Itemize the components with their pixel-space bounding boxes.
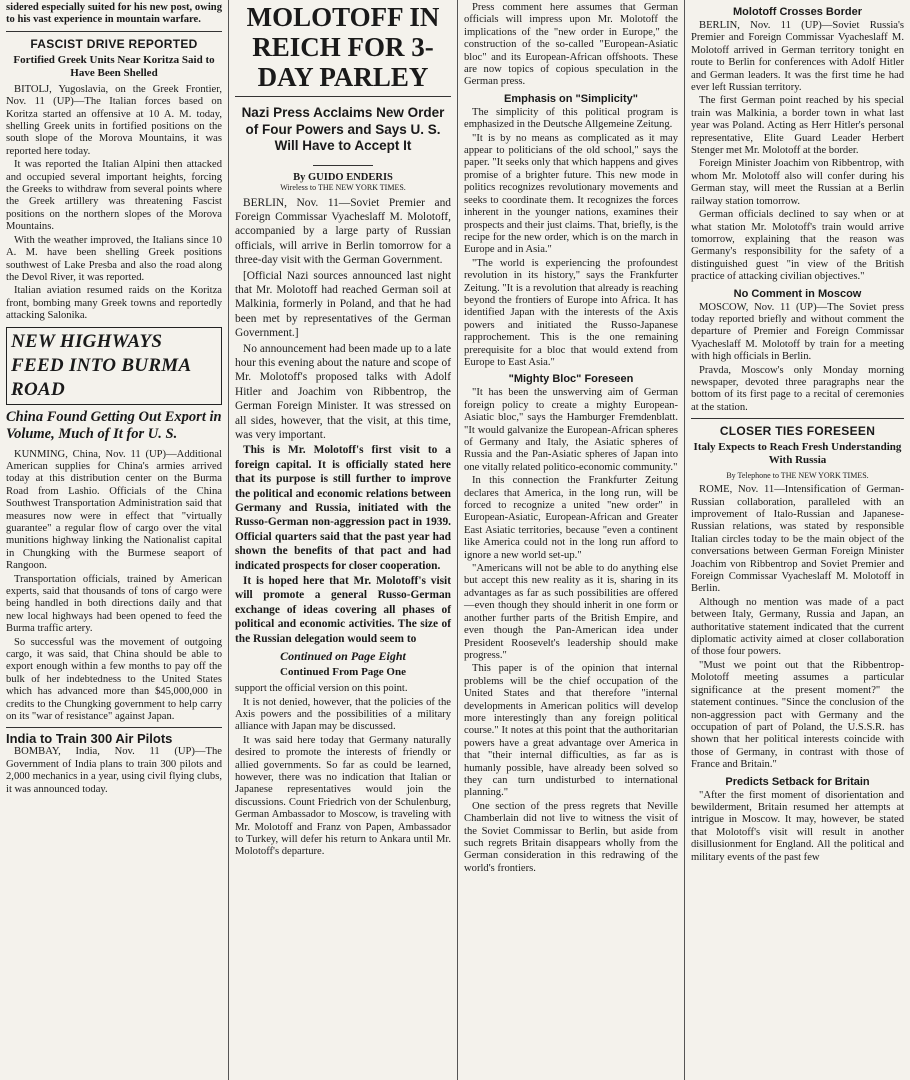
article-paragraph: Italian aviation resumed raids on the Koritza front, bombing many Greek towns and reportedly attacking Salonika. (6, 285, 222, 322)
india-headline: India to Train 300 Air Pilots (6, 731, 173, 747)
article-paragraph: This is Mr. Molotoff's first visit to a foreign capital. It is officially stated here that its purpose is still further to improve the political and economic relations between Germany and Russia, initiated with the Russo-German non-aggression pact in 1939. Official quarters said that the past year had shown the benefits of that pact and had indicated prospects for closer cooperation. (235, 444, 451, 572)
deck-headline: Nazi Press Acclaims New Order of Four Powers and Says U. S. Will Have to Accept It (241, 105, 445, 153)
moscow-subhead: No Comment in Moscow (733, 287, 862, 300)
burma-headline-box (6, 327, 222, 405)
banner-headline: MOLOTOFF IN REICH FOR 3-DAY PARLEY (246, 2, 440, 92)
closer-subhead: Italy Expects to Reach Fresh Understanding With Russia (693, 441, 902, 467)
article-paragraph: Foreign Minister Joachim von Ribbentrop, with whom Mr. Molotoff also will confer during his German stay, will meet the Russian at a Berlin railway station tomorrow. (691, 158, 904, 207)
closer-headline: CLOSER TIES FORESEEN (719, 424, 876, 439)
divider (691, 418, 904, 419)
article-paragraph: It was said here today that Germany naturally desired to promote the interests of friendly or allied governments. So far as could be learned, however, there was no indication that Italian or Japanese representatives would join the discussions. Count Friedrich von der Schulenburg, German Ambassador to Moscow, is traveling with Mr. Molotoff and Franz von Papen, Ambassador to Turkey, will defer his return to Ankara until Mr. Molotoff's departure. (235, 734, 451, 858)
article-paragraph: One section of the press regrets that Neville Chamberlain did not live to witness the visit of the Soviet Commissar to Berlin, but aside from such regrets Britain disappears wholly from the German consideration in this redrawing of the world's frontiers. (464, 800, 678, 874)
bracket-paragraph: [Official Nazi sources announced last night that Mr. Molotoff had reached German soil at Malkinia, formerly in Poland, and that he had been met by representatives of the German Government.] (235, 269, 451, 340)
short-rule (313, 165, 373, 166)
crosses-subhead: Molotoff Crosses Border (733, 6, 862, 18)
article-paragraph: MOSCOW, Nov. 11 (UP)—The Soviet press today reported briefly and without comment the departure of Premier and Foreign Commissar Vyacheslaff M. Molotoff by train for a meeting with high officials in Berlin. (691, 301, 904, 363)
wireless-credit: Wireless to THE NEW YORK TIMES. (280, 182, 406, 192)
divider (6, 31, 222, 32)
fascist-headline: FASCIST DRIVE REPORTED (30, 36, 198, 51)
article-paragraph: This paper is of the opinion that internal problems will be the chief occupation of the United States and that therefore "internal developments in American politics will develop more interestingly than any foreign political course." It notes at this point that the authoritarian powers have a great advantage over America in that "their internal difficulties, as far as is humanly possible, have already been solved so they can turn undisturbed to international planning." (464, 663, 678, 799)
article-paragraph: "Must we point out that the Ribbentrop-Molotoff meeting assumes a particular significance at the present moment?" the statement continues. "Since the conclusion of the non-aggression pact with Germany and the occupation of part of Poland, the U.S.S.R. has shown that her political interests coincide with those of Germany, in contrast with those of France and Britain." (691, 659, 904, 771)
article-paragraph: It is not denied, however, that the policies of the Axis powers and the possibilities of a military alliance with Japan may be discussed. (235, 696, 451, 733)
divider (6, 727, 222, 728)
continued-on: Continued on Page Eight (280, 649, 406, 664)
column-2 (228, 0, 457, 1080)
article-paragraph: No announcement had been made up to a late hour this evening about the nature and scope of Mr. Molotoff's proposed talks with Adolf Hitler and Joachim von Ribbentrop, the German Foreign Minister. It was stressed on all sides, however, that the visit, at this time, was very important. (235, 342, 451, 441)
bloc-subhead: "Mighty Bloc" Foreseen (508, 373, 634, 386)
article-paragraph: support the official version on this point. (235, 683, 408, 695)
article-paragraph: It was reported the Italian Alpini then attacked and occupied several important heights, forcing the Greeks to withdraw from several points where the Greek artillery was threatening Fascist positions on the northern slopes of the Morova Mountains. (6, 159, 222, 233)
burma-subhead: China Found Getting Out Export in Volume, Much of It for U. S. (6, 408, 222, 442)
article-paragraph: "It is by no means as complicated as it may appear to politicians of the old school," says the paper. "It seeks only that which happens and gives promise of a brighter future. This new mode in politics recognizes revolutionary movements and seeks to coordinate them. It recognizes the forces inherent in the younger nations, examines their prospects and their just claims. That, briefly, is the recipe for the new order, which is on the march in Europe and in Asia." (464, 132, 678, 256)
burma-headline: NEW HIGHWAYS FEED INTO BURMA ROAD (11, 330, 191, 400)
continuation-text: sidered especially suited for his new post, owing to his vast experience in mountain warfare. (6, 2, 222, 26)
byline: By GUIDO ENDERIS (293, 171, 393, 183)
article-paragraph: Pravda, Moscow's only Monday morning newspaper, devoted three paragraphs near the bottom of its first page to a recital of ceremonies at the station. (691, 364, 904, 413)
divider (235, 96, 451, 97)
setback-subhead: Predicts Setback for Britain (725, 775, 870, 788)
column-3 (457, 0, 684, 1080)
article-paragraph: German officials declined to say when or at what station Mr. Molotoff's train would arrive tomorrow, explaining that the reason was Germany's responsibility for the safety of a distinguished guest "in view of the British practice of attacking civilian objectives." (691, 209, 904, 283)
fascist-subhead: Fortified Greek Units Near Koritza Said to Have Been Shelled (13, 53, 215, 79)
article-paragraph: "Americans will not be able to do anything else but accept this new reality as it is, sharing in its advantages as far as such possibilities are offered—even though they should inherit in one form or another further parts of the British Empire, and even though the Pan-American idea under President Roosevelt's leadership should make progress." (464, 563, 678, 661)
article-paragraph: The simplicity of this political program is emphasized in the Deutsche Allgemeine Zeitung. (464, 106, 678, 131)
continued-from: Continued From Page One (280, 666, 406, 679)
telephone-credit: By Telephone to THE NEW YORK TIMES. (726, 471, 869, 481)
article-paragraph: In this connection the Frankfurter Zeitung declares that America, in the long run, will be forced to recognize a united "new order" in European-Asiatic, European-African and Greater East Asiatic territories, because "even a continent like America could not in the long run afford to ignore a new world set-up." (464, 475, 678, 561)
article-paragraph: "It has been the unswerving aim of German foreign policy to create a mighty European-Asiatic bloc," says the Hamburger Fremdenblatt. "It would galvanize the European-African spheres of Germany and Italy, the Asiatic spheres of Russia and the Pan-Asiatic spheres of Japan into one vitally related politico-economic community." (464, 387, 678, 473)
article-paragraph: Although no mention was made of a pact between Italy, Germany, Russia and Japan, an authoritative statement indicated that the current diplomatic activity aimed at closer collaboration of those four powers. (691, 596, 904, 658)
article-paragraph: BERLIN, Nov. 11 (UP)—Soviet Russia's Premier and Foreign Commissar Vyacheslaff M. Molotoff arrived in German territory tonight en route to Berlin for conferences with Adolf Hitler and German leaders. It was the first time he had ever left Russian territory. (691, 20, 904, 94)
article-paragraph: Transportation officials, trained by American experts, said that thousands of tons of cargo were being handled in both directions daily and that new local highways had been opened to feed the Burma traffic artery. (6, 573, 222, 635)
article-paragraph: BOMBAY, India, Nov. 11 (UP)—The Government of India plans to train 300 pilots and 2,000 mechanics in a year, using civil flying clubs, it was announced today. (6, 746, 222, 795)
lead-paragraph: BERLIN, Nov. 11—Soviet Premier and Foreign Commissar Vyacheslaff M. Molotoff, accompanied by a large party of Russian officials, will arrive in Berlin tomorrow for a three-day visit with the German Government. (235, 196, 451, 267)
article-paragraph: "After the first moment of disorientation and bewilderment, Britain resumed her attempts at intrigue in Moscow. It may, however, be stated that Molotoff's visit will result in another disillusionment for England. All the political and military events of the past few (691, 789, 904, 863)
article-paragraph: It is hoped here that Mr. Molotoff's visit will promote a general Russo-German exchange of ideas covering all phases of political and economic activities. The size of the Russian delegation would seem to (235, 575, 451, 645)
emphasis-subhead: Emphasis on "Simplicity" (504, 92, 638, 105)
article-paragraph: Press comment here assumes that German officials will impress upon Mr. Molotoff the implications of the "new order in Europe," the construction of the so-called "European-Asiatic bloc" and its European-African offshoots. These are now topics of copious speculation in the German press. (464, 2, 678, 88)
column-1 (0, 0, 228, 1080)
article-paragraph: BITOLJ, Yugoslavia, on the Greek Frontier, Nov. 11 (UP)—The Italian forces based on Koritza started an offensive at 10 A. M. today, shelling Greek units in fortified positions on the south slope of the Morova Mountains, it was reported here today. (6, 83, 222, 157)
article-paragraph: KUNMING, China, Nov. 11 (UP)—Additional American supplies for China's armies arrived today at this distribution center on the Burma Road from Lashio. Officials of the China Southwest Transportation Administration said that measures now were in effect that "virtually guarantee" a regular flow of cargo over the vital munitions highway linking the Nationalist capital in Chungking with the Burmese seaport of Rangoon. (6, 448, 222, 572)
article-paragraph: With the weather improved, the Italians since 10 A. M. have been shelling Greek positions southwest of Lake Presba and also the road along the Devol River, it was reported. (6, 234, 222, 283)
article-paragraph: ROME, Nov. 11—Intensification of German-Russian collaboration, paralleled with an improvement of Italo-Russian and Japanese-Russian relations, was stated by responsible Italian circles today to be the main object of the conversations between German Foreign Minister Joachim von Ribbentrop and Soviet Premier and Foreign Commissar Vyacheslaff M. Molotoff in Berlin. (691, 484, 904, 595)
article-paragraph: So successful was the movement of outgoing cargo, it was said, that China should be able to export enough within a few months to pay off the bulk of her indebtedness to the United States which has advanced more than $45,000,000 in credits to the Chungking government to help carry on its "war of resistance" against Japan. (6, 636, 222, 723)
article-paragraph: The first German point reached by his special train was Malkinia, a border town in what last year was Poland. Acting as Herr Hitler's personal representative, Elite Guard Leader Herbert Stenger met Mr. Molotoff at the border. (691, 95, 904, 157)
article-paragraph: "The world is experiencing the profoundest revolution in its history," says the Frankfurter Zeitung. "It is a revolution that already is reaching beyond the frontiers of Europe into Africa. It has identified Japan with the interests of the Axis powers and initiated the Russo-Japanese rapprochement. This is the one remaining prerequisite for a bloc that would extend from Europe to East Asia." (464, 257, 678, 368)
column-4 (684, 0, 910, 1080)
